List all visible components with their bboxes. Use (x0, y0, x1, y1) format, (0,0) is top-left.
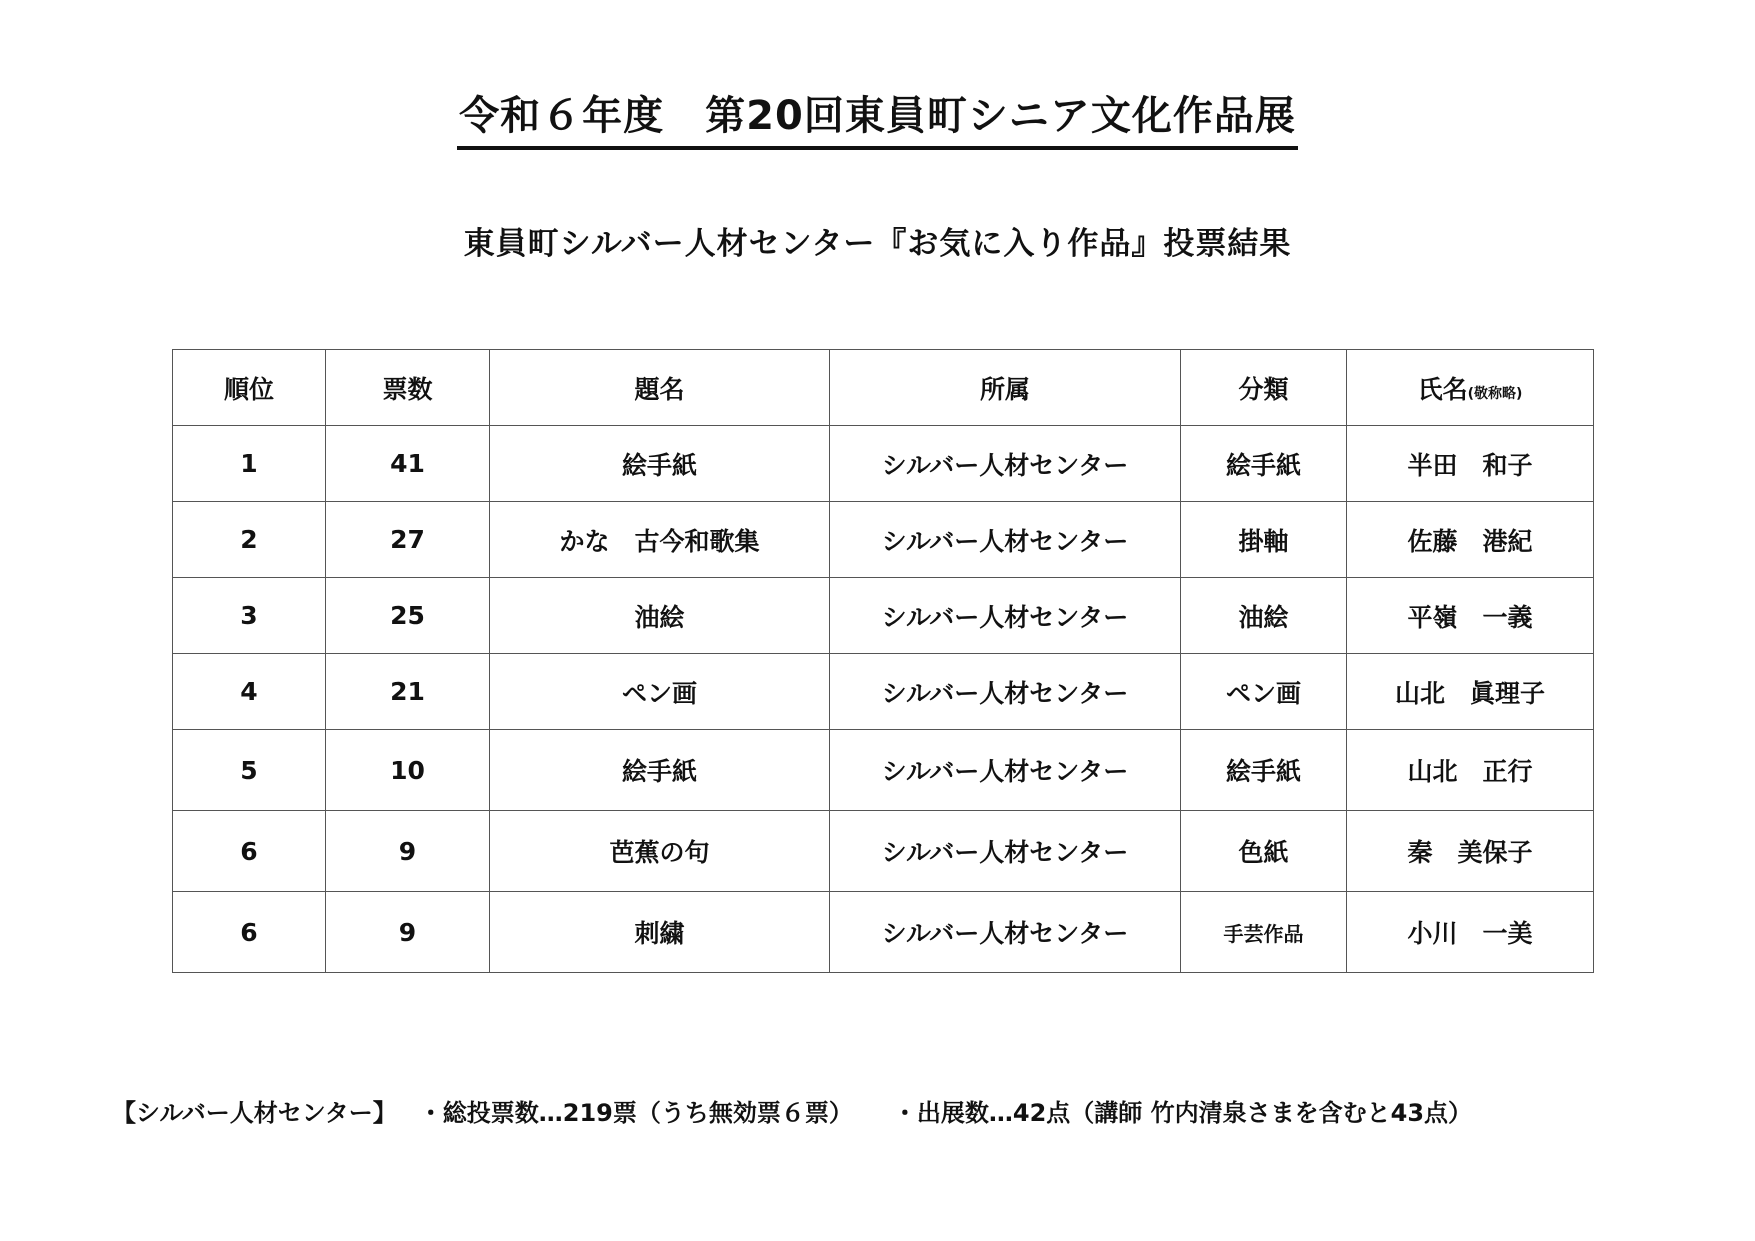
table-row (173, 426, 1594, 502)
cell-work-title: 刺繍 (490, 892, 830, 973)
cell-votes: 9 (326, 811, 490, 892)
cell-work-title: 芭蕉の句 (490, 811, 830, 892)
cell-name: 佐藤 港紀 (1347, 502, 1594, 578)
cell-rank: 6 (173, 811, 326, 892)
cell-name: 秦 美保子 (1347, 811, 1594, 892)
cell-rank: 6 (173, 892, 326, 973)
footer-summary (112, 1093, 1672, 1128)
cell-work-title: 絵手紙 (490, 426, 830, 502)
table-header-row (173, 350, 1594, 426)
table-row (173, 578, 1594, 654)
cell-category: 絵手紙 (1181, 426, 1347, 502)
cell-affiliation: シルバー人材センター (830, 730, 1181, 811)
page-subtitle: 東員町シルバー人材センター『お気に入り作品』投票結果 (463, 226, 1292, 262)
cell-affiliation: シルバー人材センター (830, 892, 1181, 973)
cell-name: 半田 和子 (1347, 426, 1594, 502)
cell-votes: 41 (326, 426, 490, 502)
cell-work-title: 油絵 (490, 578, 830, 654)
cell-name: 平嶺 一義 (1347, 578, 1594, 654)
header-affiliation: 所属 (830, 350, 1181, 426)
header-category: 分類 (1181, 350, 1347, 426)
cell-name: 山北 正行 (1347, 730, 1594, 811)
header-name (1347, 350, 1594, 426)
cell-rank: 1 (173, 426, 326, 502)
cell-name: 小川 一美 (1347, 892, 1594, 973)
table-row (173, 654, 1594, 730)
header-name-note: (敬称略) (1467, 385, 1523, 402)
cell-affiliation: シルバー人材センター (830, 654, 1181, 730)
cell-category: ペン画 (1181, 654, 1347, 730)
table-row (173, 892, 1594, 973)
cell-affiliation: シルバー人材センター (830, 502, 1181, 578)
cell-category: 油絵 (1181, 578, 1347, 654)
cell-work-title: ペン画 (490, 654, 830, 730)
cell-votes: 25 (326, 578, 490, 654)
cell-affiliation: シルバー人材センター (830, 426, 1181, 502)
cell-affiliation: シルバー人材センター (830, 811, 1181, 892)
cell-votes: 27 (326, 502, 490, 578)
cell-rank: 2 (173, 502, 326, 578)
cell-votes: 10 (326, 730, 490, 811)
cell-votes: 9 (326, 892, 490, 973)
footer-exhibits: ・出展数…42点（講師 竹内清泉さまを含むと43点） (892, 1099, 1473, 1127)
cell-category: 色紙 (1181, 811, 1347, 892)
header-rank: 順位 (173, 350, 326, 426)
footer-total-votes: ・総投票数…219票（うち無効票６票） (418, 1099, 853, 1127)
header-votes: 票数 (326, 350, 490, 426)
cell-name: 山北 眞理子 (1347, 654, 1594, 730)
table-row (173, 811, 1594, 892)
title-container (0, 92, 1755, 150)
footer-label: 【シルバー人材センター】 (112, 1099, 397, 1127)
cell-rank: 5 (173, 730, 326, 811)
cell-category: 絵手紙 (1181, 730, 1347, 811)
cell-category: 掛軸 (1181, 502, 1347, 578)
cell-rank: 4 (173, 654, 326, 730)
page-title: 令和６年度 第20回東員町シニア文化作品展 (457, 92, 1298, 150)
header-name-label: 氏名 (1417, 374, 1468, 404)
table-row (173, 502, 1594, 578)
results-table (172, 349, 1594, 973)
cell-affiliation: シルバー人材センター (830, 578, 1181, 654)
cell-rank: 3 (173, 578, 326, 654)
cell-votes: 21 (326, 654, 490, 730)
table-row (173, 730, 1594, 811)
cell-work-title: かな 古今和歌集 (490, 502, 830, 578)
cell-category: 手芸作品 (1181, 892, 1347, 973)
cell-work-title: 絵手紙 (490, 730, 830, 811)
header-work-title: 題名 (490, 350, 830, 426)
